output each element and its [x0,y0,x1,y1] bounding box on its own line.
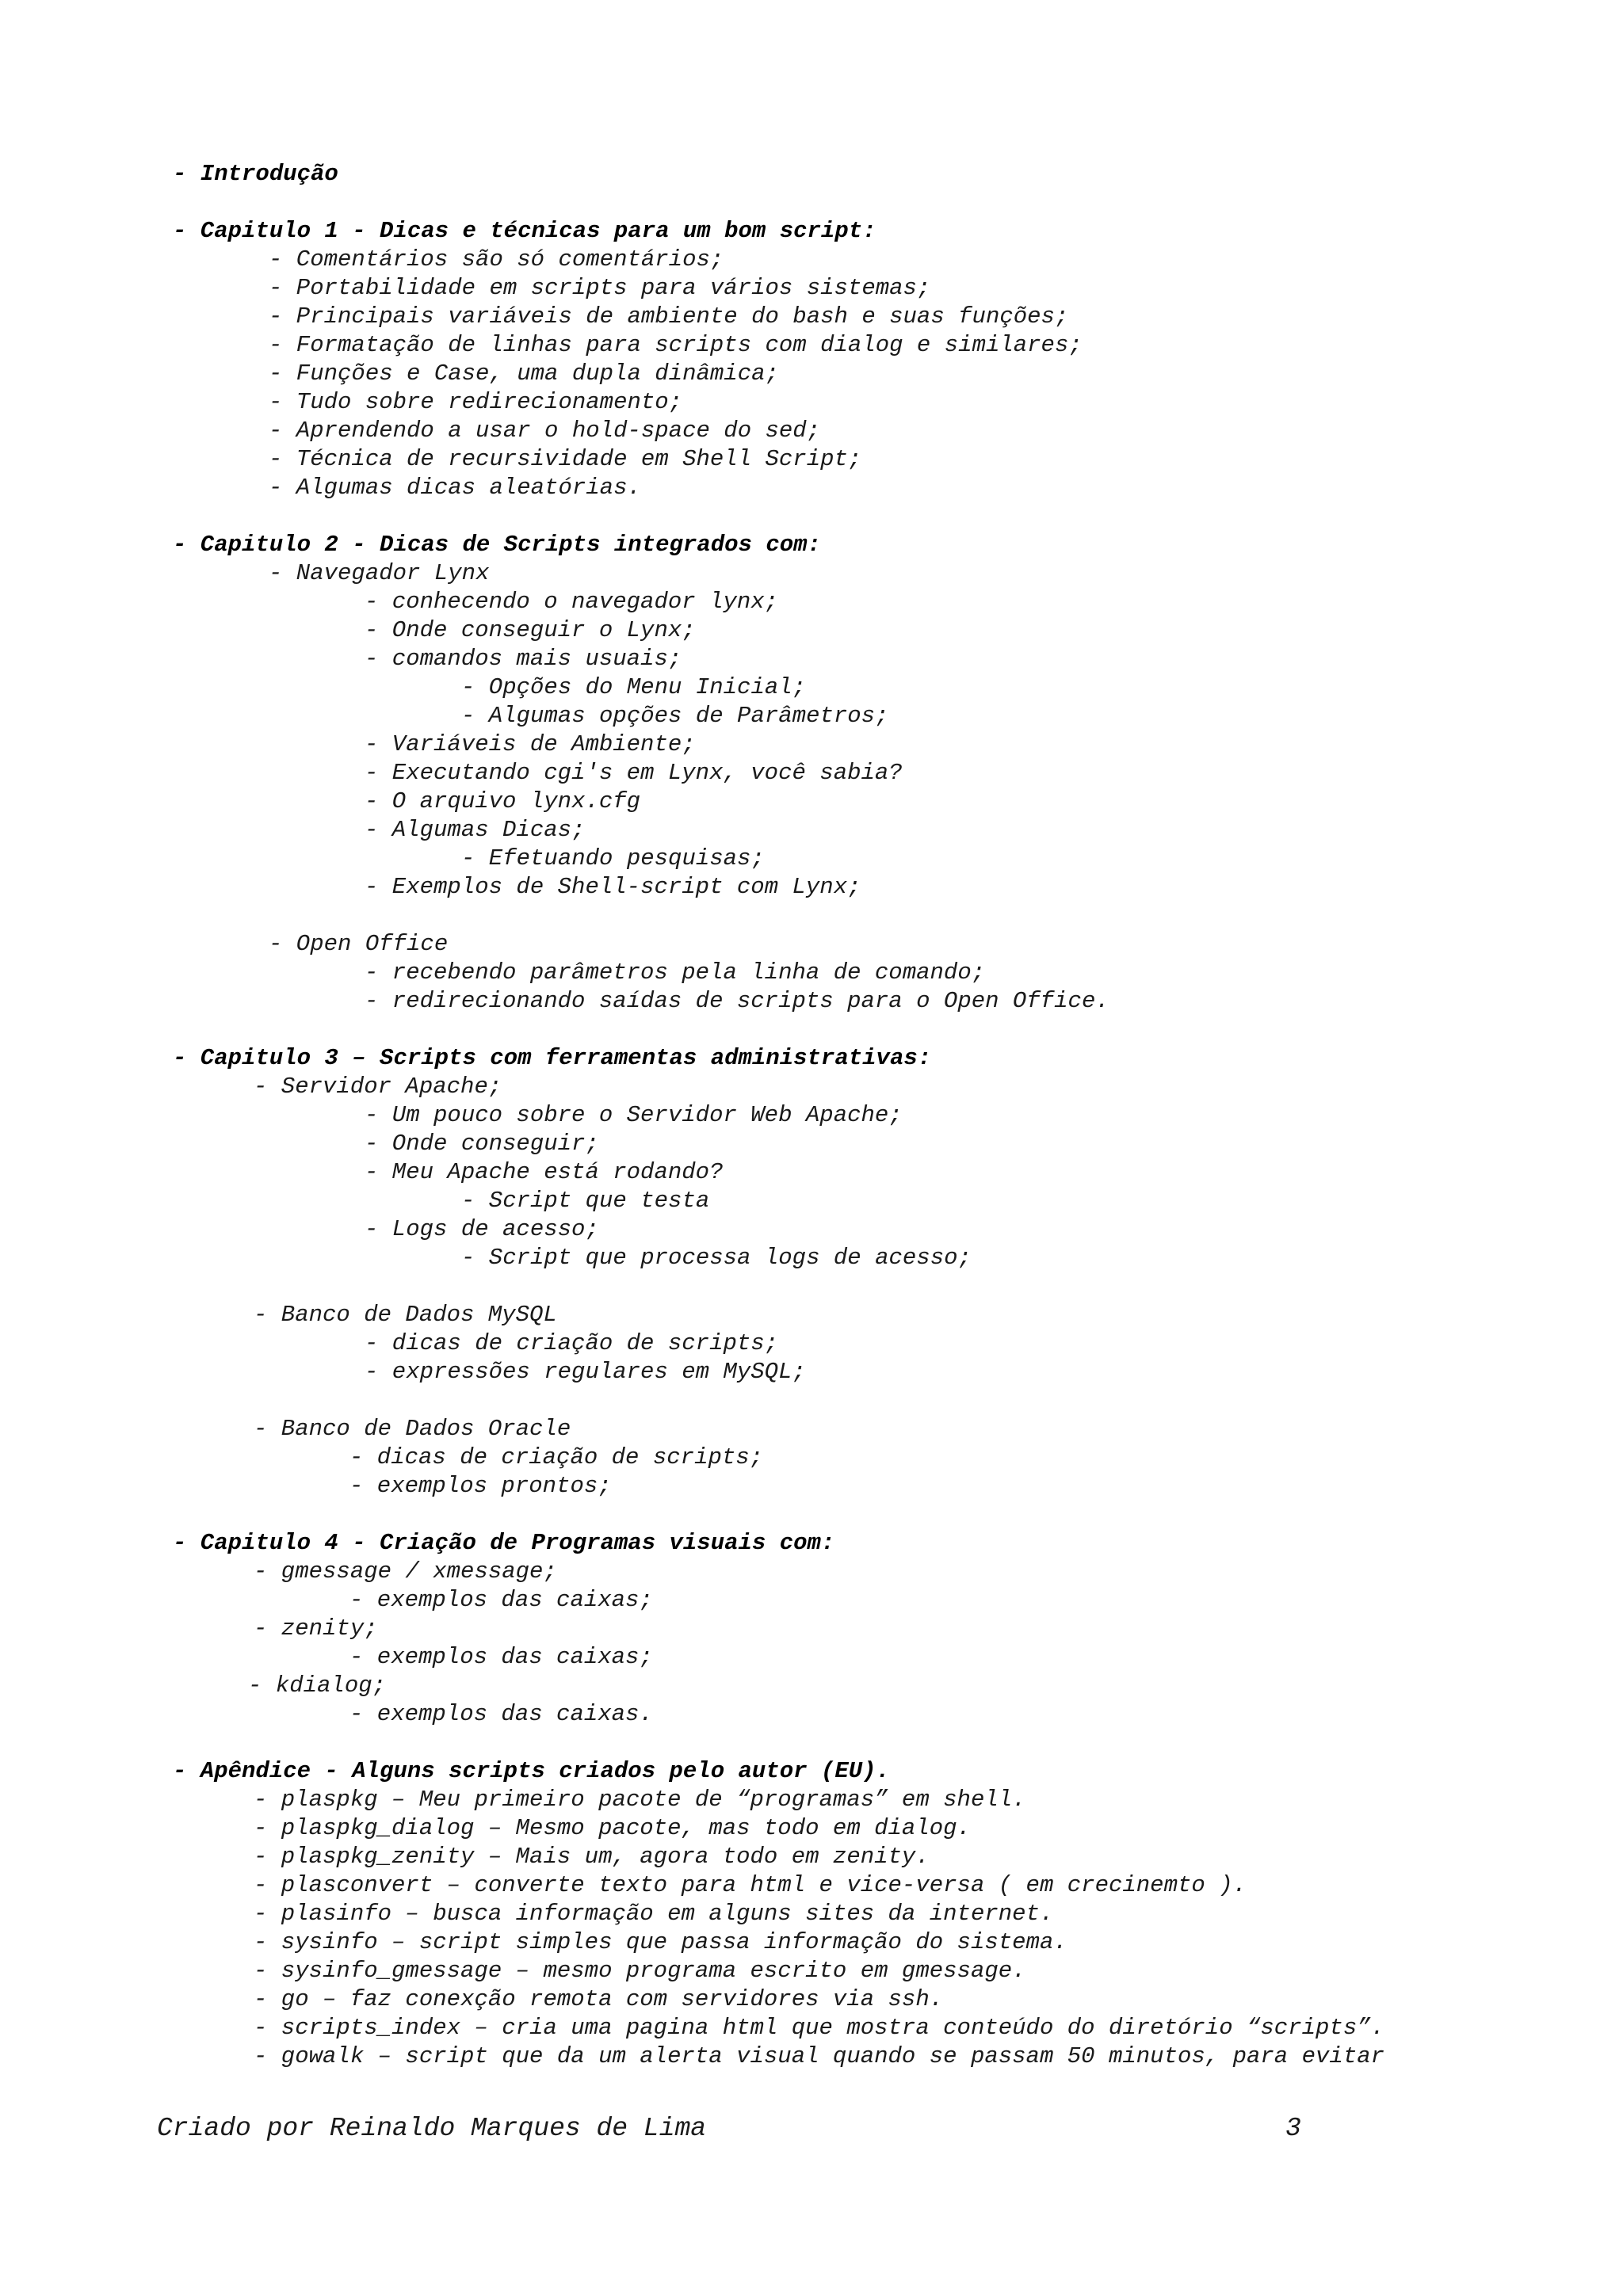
toc-item: - redirecionando saídas de scripts para o Open Office. [365,988,1109,1014]
toc-item: - dicas de criação de scripts; [365,1330,779,1356]
toc-item: - Script que testa [461,1188,710,1214]
toc-chapter-3: - Capitulo 3 – Scripts com ferramentas administrativas: [173,1045,932,1071]
toc-item: - go – faz conexção remota com servidores via ssh. [254,1986,944,2012]
toc-item: - scripts_index – cria uma pagina html que mostra conteúdo do diretório “scripts”. [254,2015,1385,2041]
toc-item: - gowalk – script que da um alerta visual quando se passam 50 minutos, para evitar [254,2043,1385,2069]
toc-item: - recebendo parâmetros pela linha de comando; [365,959,986,986]
page-number: 3 [1285,2114,1301,2143]
toc-item: - sysinfo_gmessage – mesmo programa escrito em gmessage. [254,1958,1026,1984]
toc-item: - Algumas Dicas; [365,817,586,843]
toc-item: - gmessage / xmessage; [254,1558,557,1585]
toc-item: - Banco de Dados MySQL [254,1302,557,1328]
toc-item: - plasinfo – busca informação em alguns sites da internet. [254,1901,1054,1927]
toc-item: - Funções e Case, uma dupla dinâmica; [269,360,779,387]
toc-item: - conhecendo o navegador lynx; [365,589,779,615]
toc-chapter-4: - Capitulo 4 - Criação de Programas visuais com: [173,1530,835,1556]
toc-item: - expressões regulares em MySQL; [365,1359,806,1385]
toc-item: - Técnica de recursividade em Shell Script; [269,446,862,472]
toc-item: - Variáveis de Ambiente; [365,731,696,757]
toc-item: - exemplos das caixas; [349,1587,653,1613]
toc-item: - Aprendendo a usar o hold-space do sed; [269,418,821,444]
toc-item: - Efetuando pesquisas; [461,845,765,871]
toc-item: - Logs de acesso; [365,1216,599,1242]
toc-item: - zenity; [254,1615,378,1642]
toc-item: - Portabilidade em scripts para vários sistemas; [269,275,931,301]
toc-item: - Algumas dicas aleatórias. [269,475,641,501]
toc-chapter-1: - Capitulo 1 - Dicas e técnicas para um bom script: [173,218,876,244]
toc-item: - Open Office [269,931,449,957]
toc-item: - Banco de Dados Oracle [254,1416,571,1442]
toc-item: - Algumas opções de Parâmetros; [461,703,889,729]
toc-item: - Script que processa logs de acesso; [461,1245,972,1271]
toc-item: - Onde conseguir; [365,1131,599,1157]
toc-item: - plasconvert – converte texto para html e vice-versa ( em crecinemto ). [254,1872,1247,1898]
footer-author: Criado por Reinaldo Marques de Lima [157,2114,707,2143]
toc-chapter-2: - Capitulo 2 - Dicas de Scripts integrados com: [173,532,821,558]
toc-item: - Opções do Menu Inicial; [461,674,807,700]
toc-item: - exemplos prontos; [349,1473,612,1499]
toc-item: - Formatação de linhas para scripts com dialog e similares; [269,332,1083,358]
toc-item: - Navegador Lynx [269,560,490,586]
toc-item: - kdialog; [248,1672,387,1699]
toc-item: - Tudo sobre redirecionamento; [269,389,683,415]
toc-item: - Um pouco sobre o Servidor Web Apache; [365,1102,903,1128]
toc-item: - sysinfo – script simples que passa informação do sistema. [254,1929,1067,1955]
toc-item: - Exemplos de Shell-script com Lynx; [365,874,861,900]
toc-item: - dicas de criação de scripts; [349,1444,764,1470]
toc-item: - exemplos das caixas; [349,1644,653,1670]
toc-item: - exemplos das caixas. [349,1701,653,1727]
toc-appendix: - Apêndice - Alguns scripts criados pelo autor (EU). [173,1758,890,1784]
toc-item: - Executando cgi's em Lynx, você sabia? [365,760,903,786]
toc-item: - plaspkg – Meu primeiro pacote de “programas” em shell. [254,1787,1026,1813]
toc-item: - Onde conseguir o Lynx; [365,617,696,643]
toc-item: - plaspkg_dialog – Mesmo pacote, mas todo em dialog. [254,1815,971,1841]
toc-item: - O arquivo lynx.cfg [365,788,641,814]
toc-item: - comandos mais usuais; [365,646,682,672]
toc-introducao: - Introdução [173,161,338,187]
toc-item: - Comentários são só comentários; [269,246,724,273]
toc-item: - plaspkg_zenity – Mais um, agora todo em zenity. [254,1844,930,1870]
toc-item: - Servidor Apache; [254,1074,502,1100]
toc-item: - Principais variáveis de ambiente do bash e suas funções; [269,303,1069,330]
toc-item: - Meu Apache está rodando? [365,1159,724,1185]
